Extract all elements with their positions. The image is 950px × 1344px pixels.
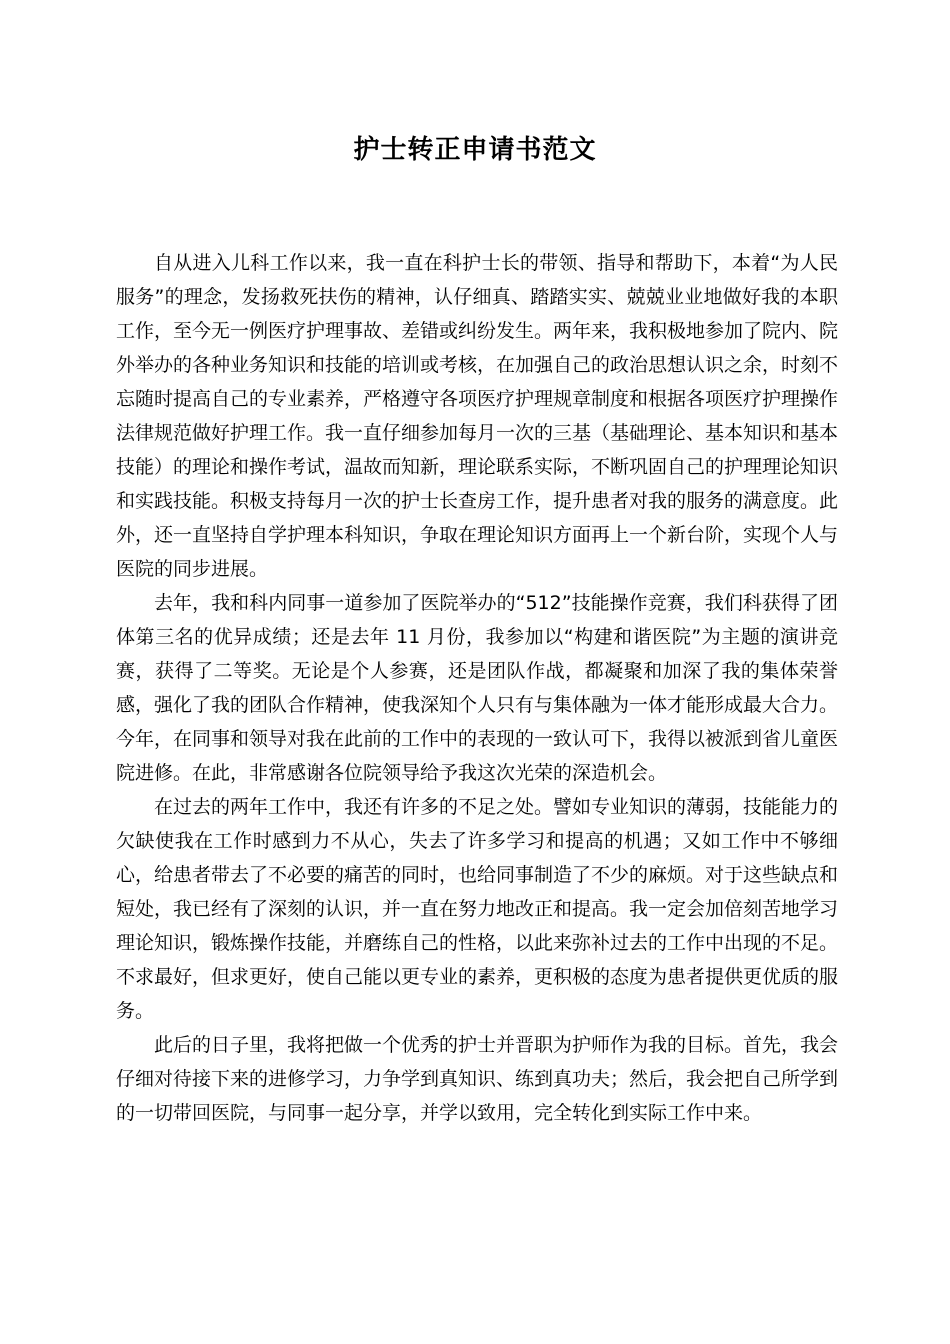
paragraph-2: 去年，我和科内同事一道参加了医院举办的“512”技能操作竞赛，我们科获得了团体第三名的优异成绩；还是去年 11 月份，我参加以“构建和谐医院”为主题的演讲竞赛，获得了二等奖。无论是个人参赛，还是团队作战，都凝聚和加深了我的集体荣誉感，强化了我的团队合作精神，使我深知个人只有与集体融为一体才能形成最大合力。今年，在同事和领导对我在此前的工作中的表现的一致认可下，我得以被派到省儿童医院进修。在此，非常感谢各位院领导给予我这次光荣的深造机会。 [116, 592, 839, 784]
paragraph-1: 自从进入儿科工作以来，我一直在科护士长的带领、指导和帮助下，本着“为人民服务”的理念，发扬救死扶伤的精神，认仔细真、踏踏实实、兢兢业业地做好我的本职工作，至今无一例医疗护理事故、差错或纠纷发生。两年来，我积极地参加了院内、院外举办的各种业务知识和技能的培训或考核，在加强自己的政治思想认识之余，时刻不忘随时提高自己的专业素养，严格遵守各项医疗护理规章制度和根据各项医疗护理操作法律规范做好护理工作。我一直仔细参加每月一次的三基（基础理论、基本知识和基本技能）的理论和操作考试，温故而知新，理论联系实际，不断巩固自己的护理理论知识和实践技能。积极支持每月一次的护士长查房工作，提升患者对我的服务的满意度。此外，还一直坚持自学护理本科知识，争取在理论知识方面再上一个新台阶，实现个人与医院的同步进展。 [116, 252, 839, 580]
paragraph-3: 在过去的两年工作中，我还有许多的不足之处。譬如专业知识的薄弱，技能能力的欠缺使我在工作时感到力不从心，失去了许多学习和提高的机遇；又如工作中不够细心，给患者带去了不必要的痛苦的同时，也给同事制造了不少的麻烦。对于这些缺点和短处，我已经有了深刻的认识，并一直在努力地改正和提高。我一定会加倍刻苦地学习理论知识，锻炼操作技能，并磨练自己的性格，以此来弥补过去的工作中出现的不足。不求最好，但求更好，使自己能以更专业的素养，更积极的态度为患者提供更优质的服务。 [116, 796, 839, 1022]
document-body [116, 246, 838, 1130]
paragraph-4: 此后的日子里，我将把做一个优秀的护士并晋职为护师作为我的目标。首先，我会仔细对待接下来的进修学习，力争学到真知识、练到真功夫；然后，我会把自己所学到的一切带回医院，与同事一起分享，并学以致用，完全转化到实际工作中来。 [116, 1034, 839, 1124]
document-title: 护士转正申请书范文 [353, 135, 597, 165]
